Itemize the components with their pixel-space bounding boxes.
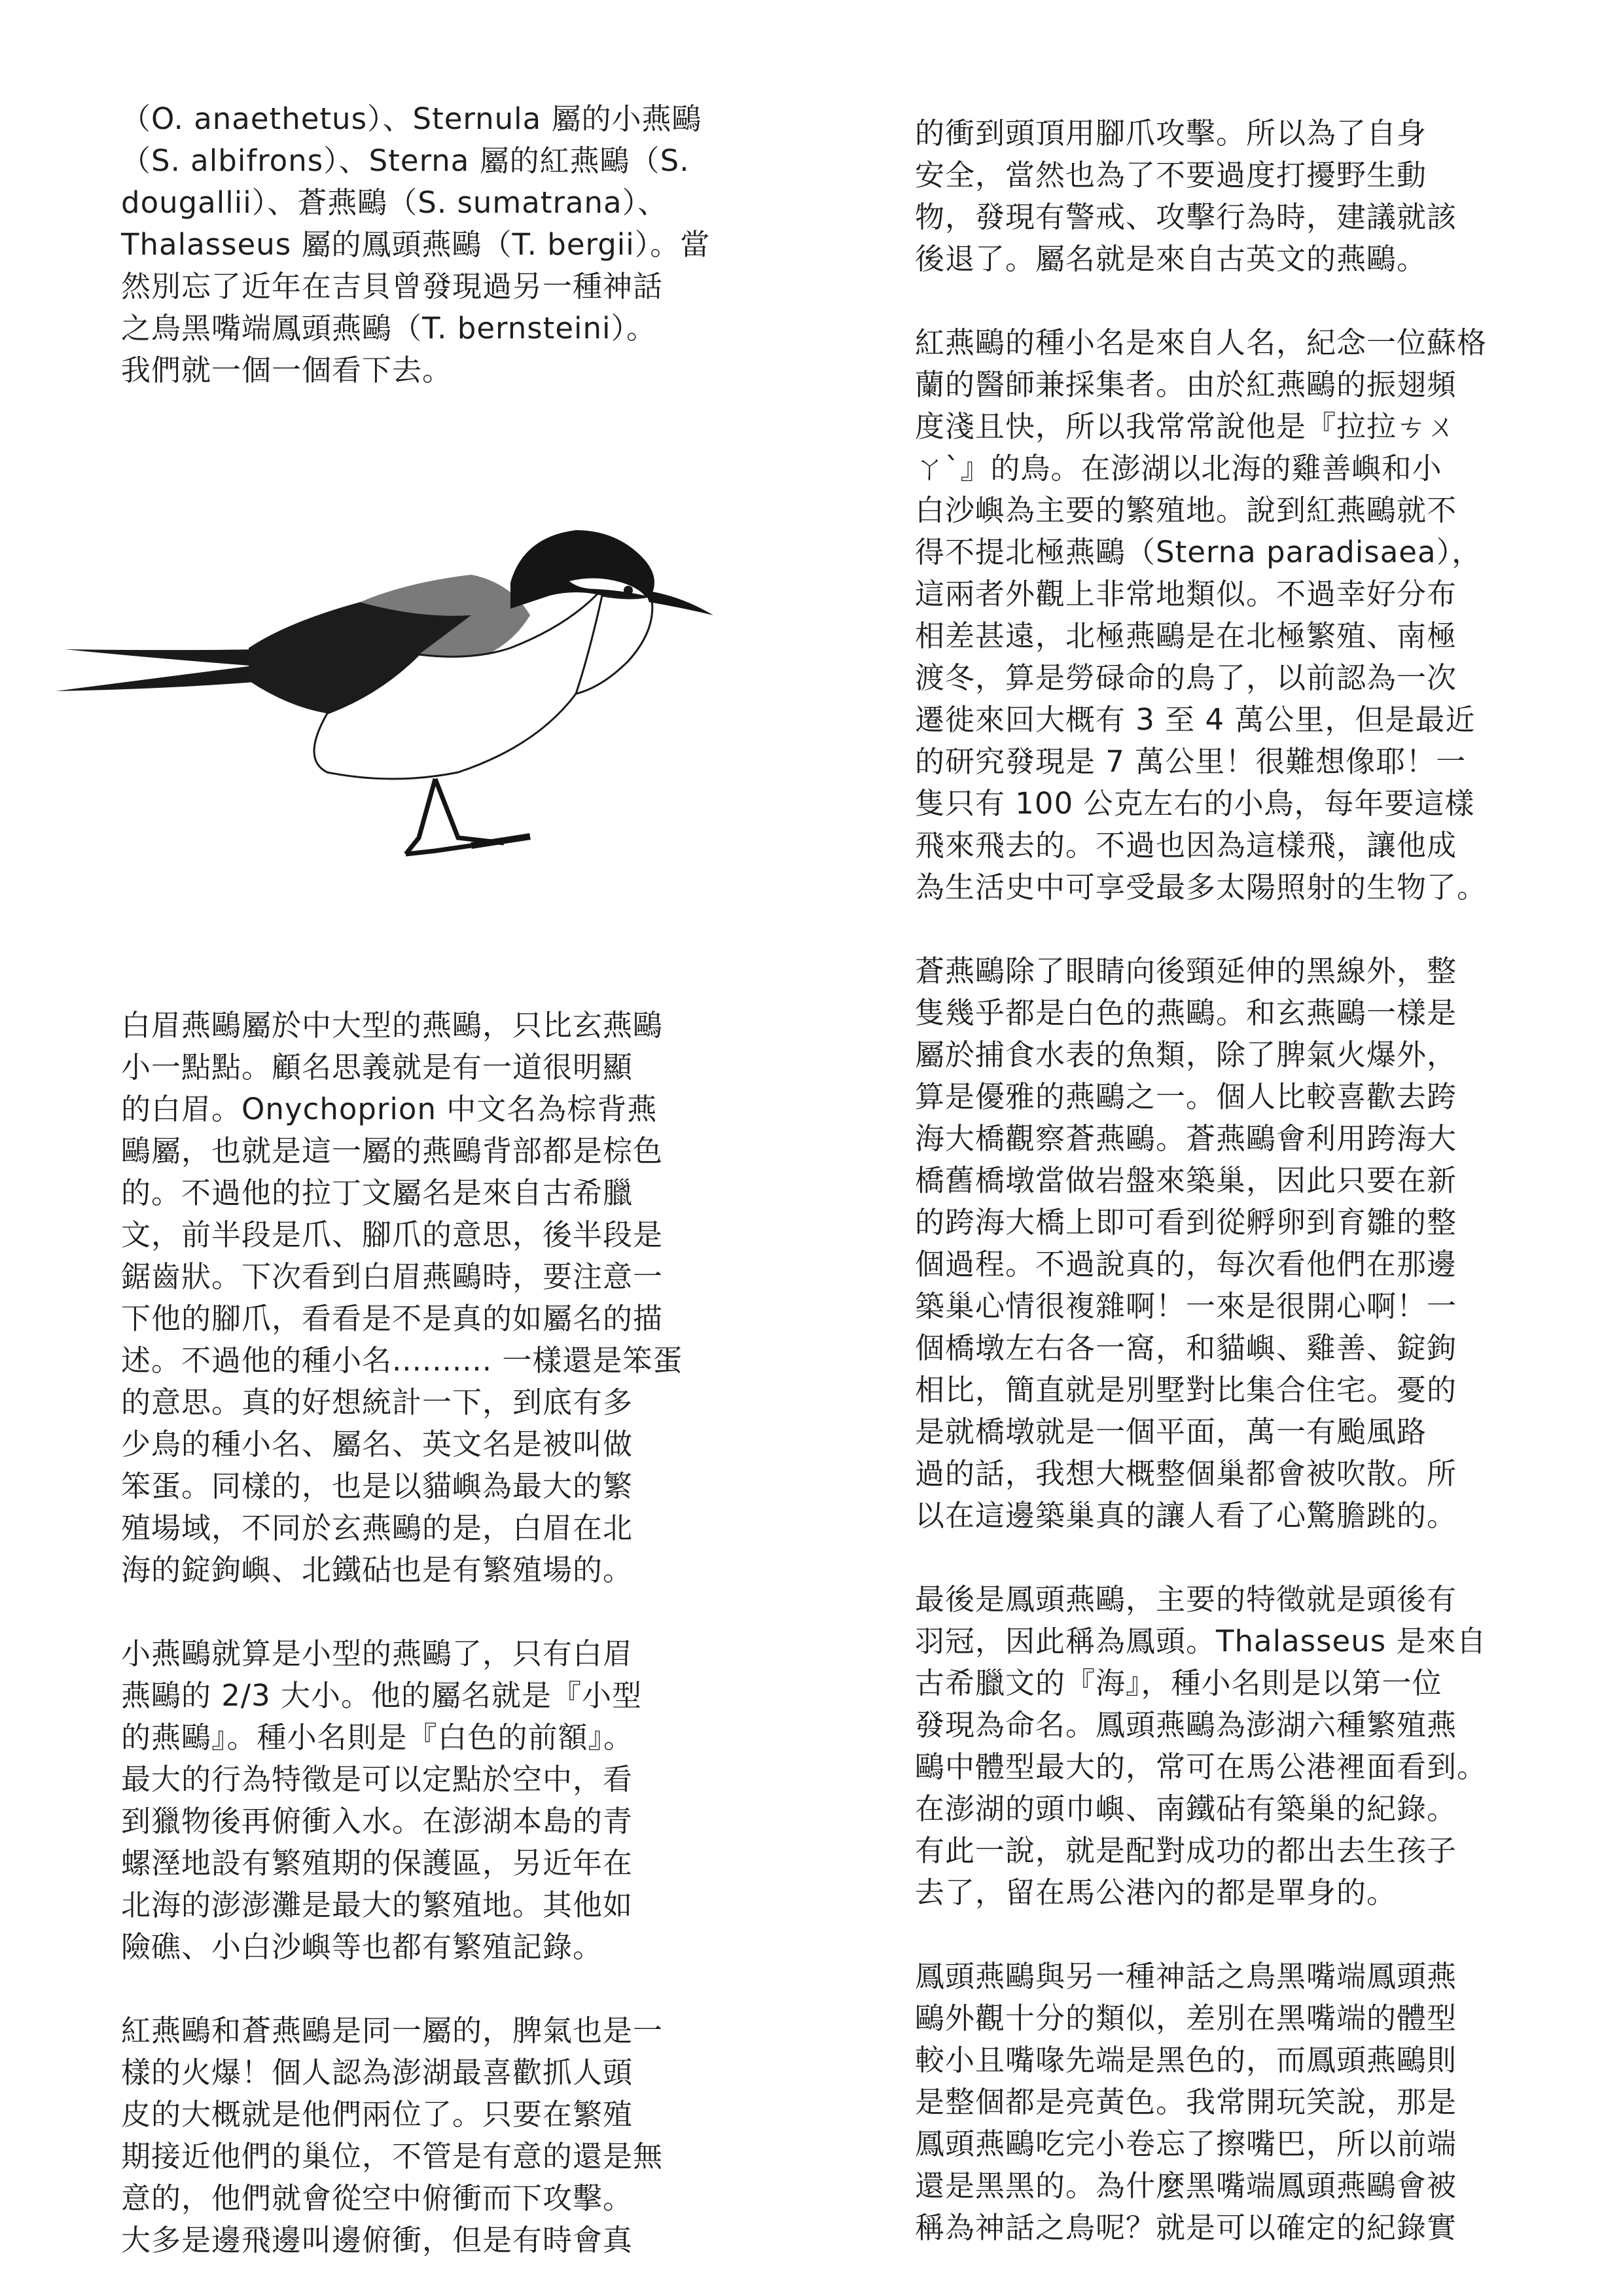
intro-paragraph: （O. anaethetus）、Sternula 屬的小燕鷗 （S. albifrons）、Sterna 屬的紅燕鷗（S. dougallii）、蒼燕鷗（S. sumatrana）、 Thalasseus 屬的鳳頭燕鷗（T. bergii）。當 然別忘了近年在吉貝曾發現過另一種神話 之鳥黑嘴端鳳頭燕鷗（T. bernsteini）。 我們就一個一個看下去。 — [121, 101, 711, 387]
black-naped-tern-paragraph: 蒼燕鷗除了眼睛向後頸延伸的黑線外，整 隻幾乎都是白色的燕鷗。和玄燕鷗一樣是 屬於捕食水表的魚類，除了脾氣火爆外， 算是優雅的燕鷗之一。個人比較喜歡去跨 海大橋觀察蒼燕鷗。蒼燕鷗會利用跨海大 橋舊橋墩當做岩盤來築巢，因此只要在新 的跨海大橋上即可看到從孵卵到育雛的整 個過程。不過說真的，每次看他們在那邊 築巢心情很複雜啊！一來是很開心啊！一 個橋墩左右各一窩，和貓嶼、雞善、錠鉤 相比，簡直就是別墅對比集合住宅。憂的 是就橋墩就是一個平面，萬一有颱風路 過的話，我想大概整個巢都會被吹散。所 以在這邊築巢真的讓人看了心驚膽跳的。 — [915, 954, 1457, 1533]
little-tern-paragraph: 小燕鷗就算是小型的燕鷗了，只有白眉 燕鷗的 2/3 大小。他的屬名就是『小型 的燕鷗』。種小名則是『白色的前額』。 最大的行為特徵是可以定點於空中，看 到獵物後再俯衝入水。在澎湖本島的青 螺溼地設有繁殖期的保護區，另近年在 北海的澎澎灘是最大的繁殖地。其他如 險礁、小白沙嶼等也都有繁殖記錄。 — [121, 1636, 643, 1964]
right-column — [915, 113, 1533, 2249]
roseate-tern-paragraph: 紅燕鷗的種小名是來自人名，紀念一位蘇格 蘭的醫師兼採集者。由於紅燕鷗的振翅頻 度淺且快，所以我常常說他是『拉拉ㄘㄨ ㄚˋ』的鳥。在澎湖以北海的雞善嶼和小 白沙嶼為主要的繁殖地。說到紅燕鷗就不 得不提北極燕鷗（Sterna paradisaea）， 這兩者外觀上非常地類似。不過幸好分布 相差甚遠，北極燕鷗是在北極繁殖、南極 渡冬，算是勞碌命的鳥了，以前認為一次 遷徙來回大概有 3 至 4 萬公里，但是最近 的研究發現是 7 萬公里！很難想像耶！一 隻只有 100 公克左右的小鳥，每年要這樣 飛來飛去的。不過也因為這樣飛，讓他成 為生活史中可享受最多太陽照射的生物了。 — [915, 325, 1488, 905]
continuation-paragraph: 的衝到頭頂用腳爪攻擊。所以為了自身 安全，當然也為了不要過度打擾野生動 物，發現有警戒、攻擊行為時，建議就該 後退了。屬名就是來自古英文的燕鷗。 — [915, 116, 1457, 276]
tern-illustration — [52, 497, 720, 890]
chinese-crested-tern-paragraph: 鳳頭燕鷗與另一種神話之鳥黑嘴端鳳頭燕 鷗外觀十分的類似，差別在黑嘴端的體型 較小且嘴喙先端是黑色的，而鳳頭燕鷗則 是整個都是亮黃色。我常開玩笑說，那是 鳳頭燕鷗吃完小卷忘了擦嘴巴，所以前端 還是黑黑的。為什麼黑嘴端鳳頭燕鷗會被 稱為神話之鳥呢？就是可以確定的紀錄實 — [915, 1959, 1457, 2245]
crested-tern-paragraph: 最後是鳳頭燕鷗，主要的特徵就是頭後有 羽冠，因此稱為鳳頭。Thalasseus 是來自 古希臘文的『海』，種小名則是以第一位 發現為命名。鳳頭燕鷗為澎湖六種繁殖燕 鷗中體型最大的，常可在馬公港裡面看到。 在澎湖的頭巾嶼、南鐵砧有築巢的紀錄。 有此一說，就是配對成功的都出去生孩子 去了，留在馬公港內的都是單身的。 — [915, 1582, 1488, 1910]
left-column-body — [121, 1005, 736, 2261]
bridled-tern-paragraph: 白眉燕鷗屬於中大型的燕鷗，只比玄燕鷗 小一點點。顧名思義就是有一道很明顯 的白眉。Onychoprion 中文名為棕背燕 鷗屬，也就是這一屬的燕鷗背部都是棕色 的。不過他的拉丁文屬名是來自古希臘 文，前半段是爪、腳爪的意思，後半段是 鋸齒狀。下次看到白眉燕鷗時，要注意一 下他的腳爪，看看是不是真的如屬名的描 述。不過他的種小名.......... 一樣還是笨蛋 的意思。真的好想統計一下，到底有多 少鳥的種小名、屬名、英文名是被叫做 笨蛋。同樣的，也是以貓嶼為最大的繁 殖場域，不同於玄燕鷗的是，白眉在北 海的錠鉤嶼、北鐵砧也是有繁殖場的。 — [121, 1008, 683, 1587]
left-column — [121, 98, 736, 391]
roseate-blacknaped-paragraph: 紅燕鷗和蒼燕鷗是同一屬的，脾氣也是一 樣的火爆！個人認為澎湖最喜歡抓人頭 皮的大概就是他們兩位了。只要在繁殖 期接近他們的巢位，不管是有意的還是無 意的，他們就會從空中俯衝而下攻擊。 大多是邊飛邊叫邊俯衝，但是有時會真 — [121, 2013, 664, 2257]
